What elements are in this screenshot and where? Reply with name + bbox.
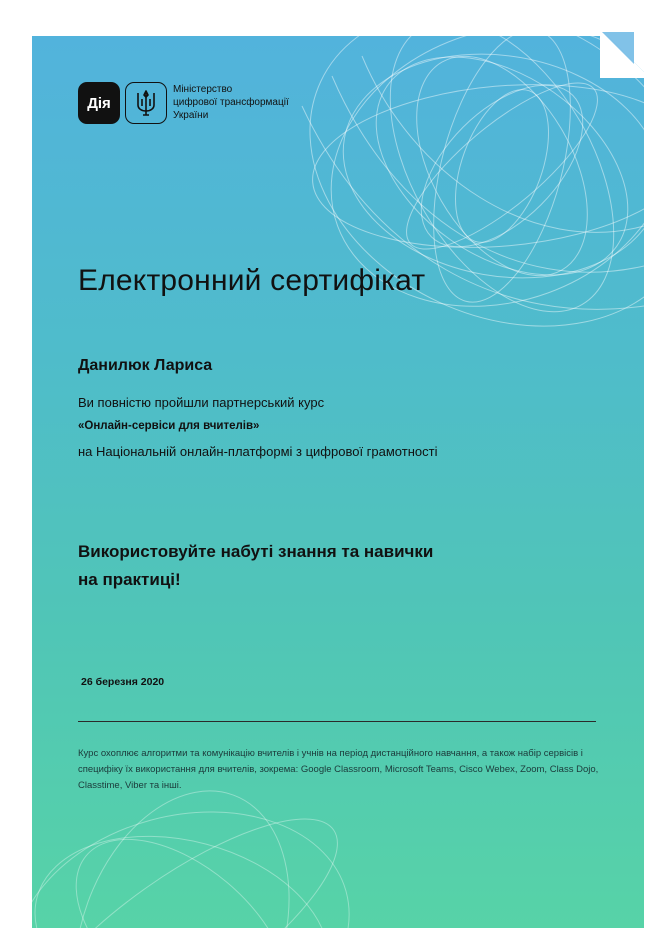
cta-line: на практиці! — [78, 570, 181, 589]
ministry-line: Міністерство — [173, 84, 233, 95]
course-description: Курс охоплює алгоритми та комунікацію вчителів і учнів на період дистанційного навчання, а також набір сервісів і специфіку їх використання для вчителів, зокрема: Google Classroom, Microsoft Teams, Cisco Webex, Zoom, Class Dojo, Classtime, Viber та інші. — [78, 748, 599, 791]
wireframe-sphere-decoration — [32, 36, 644, 928]
ministry-name — [173, 83, 353, 122]
issue-date: 26 березня 2020 — [81, 676, 165, 688]
ministry-line: цифрової трансформації — [173, 97, 289, 108]
trident-icon — [125, 82, 167, 124]
cta-line: Використовуйте набуті знання та навички — [78, 542, 434, 561]
ministry-line: України — [173, 110, 209, 121]
certificate — [32, 36, 644, 928]
divider — [78, 721, 596, 722]
call-to-action — [78, 538, 558, 594]
platform-text: на Національній онлайн-платформі з цифрової грамотності — [78, 444, 438, 459]
recipient-name: Данилюк Лариса — [78, 357, 213, 374]
course-name: «Онлайн-сервіси для вчителів» — [78, 420, 260, 432]
diia-logo: Дія — [78, 82, 120, 124]
certificate-title: Електронний сертифікат — [78, 264, 426, 297]
completion-text: Ви повністю пройшли партнерський курс — [78, 395, 325, 410]
page-corner-fold-icon — [600, 28, 650, 78]
